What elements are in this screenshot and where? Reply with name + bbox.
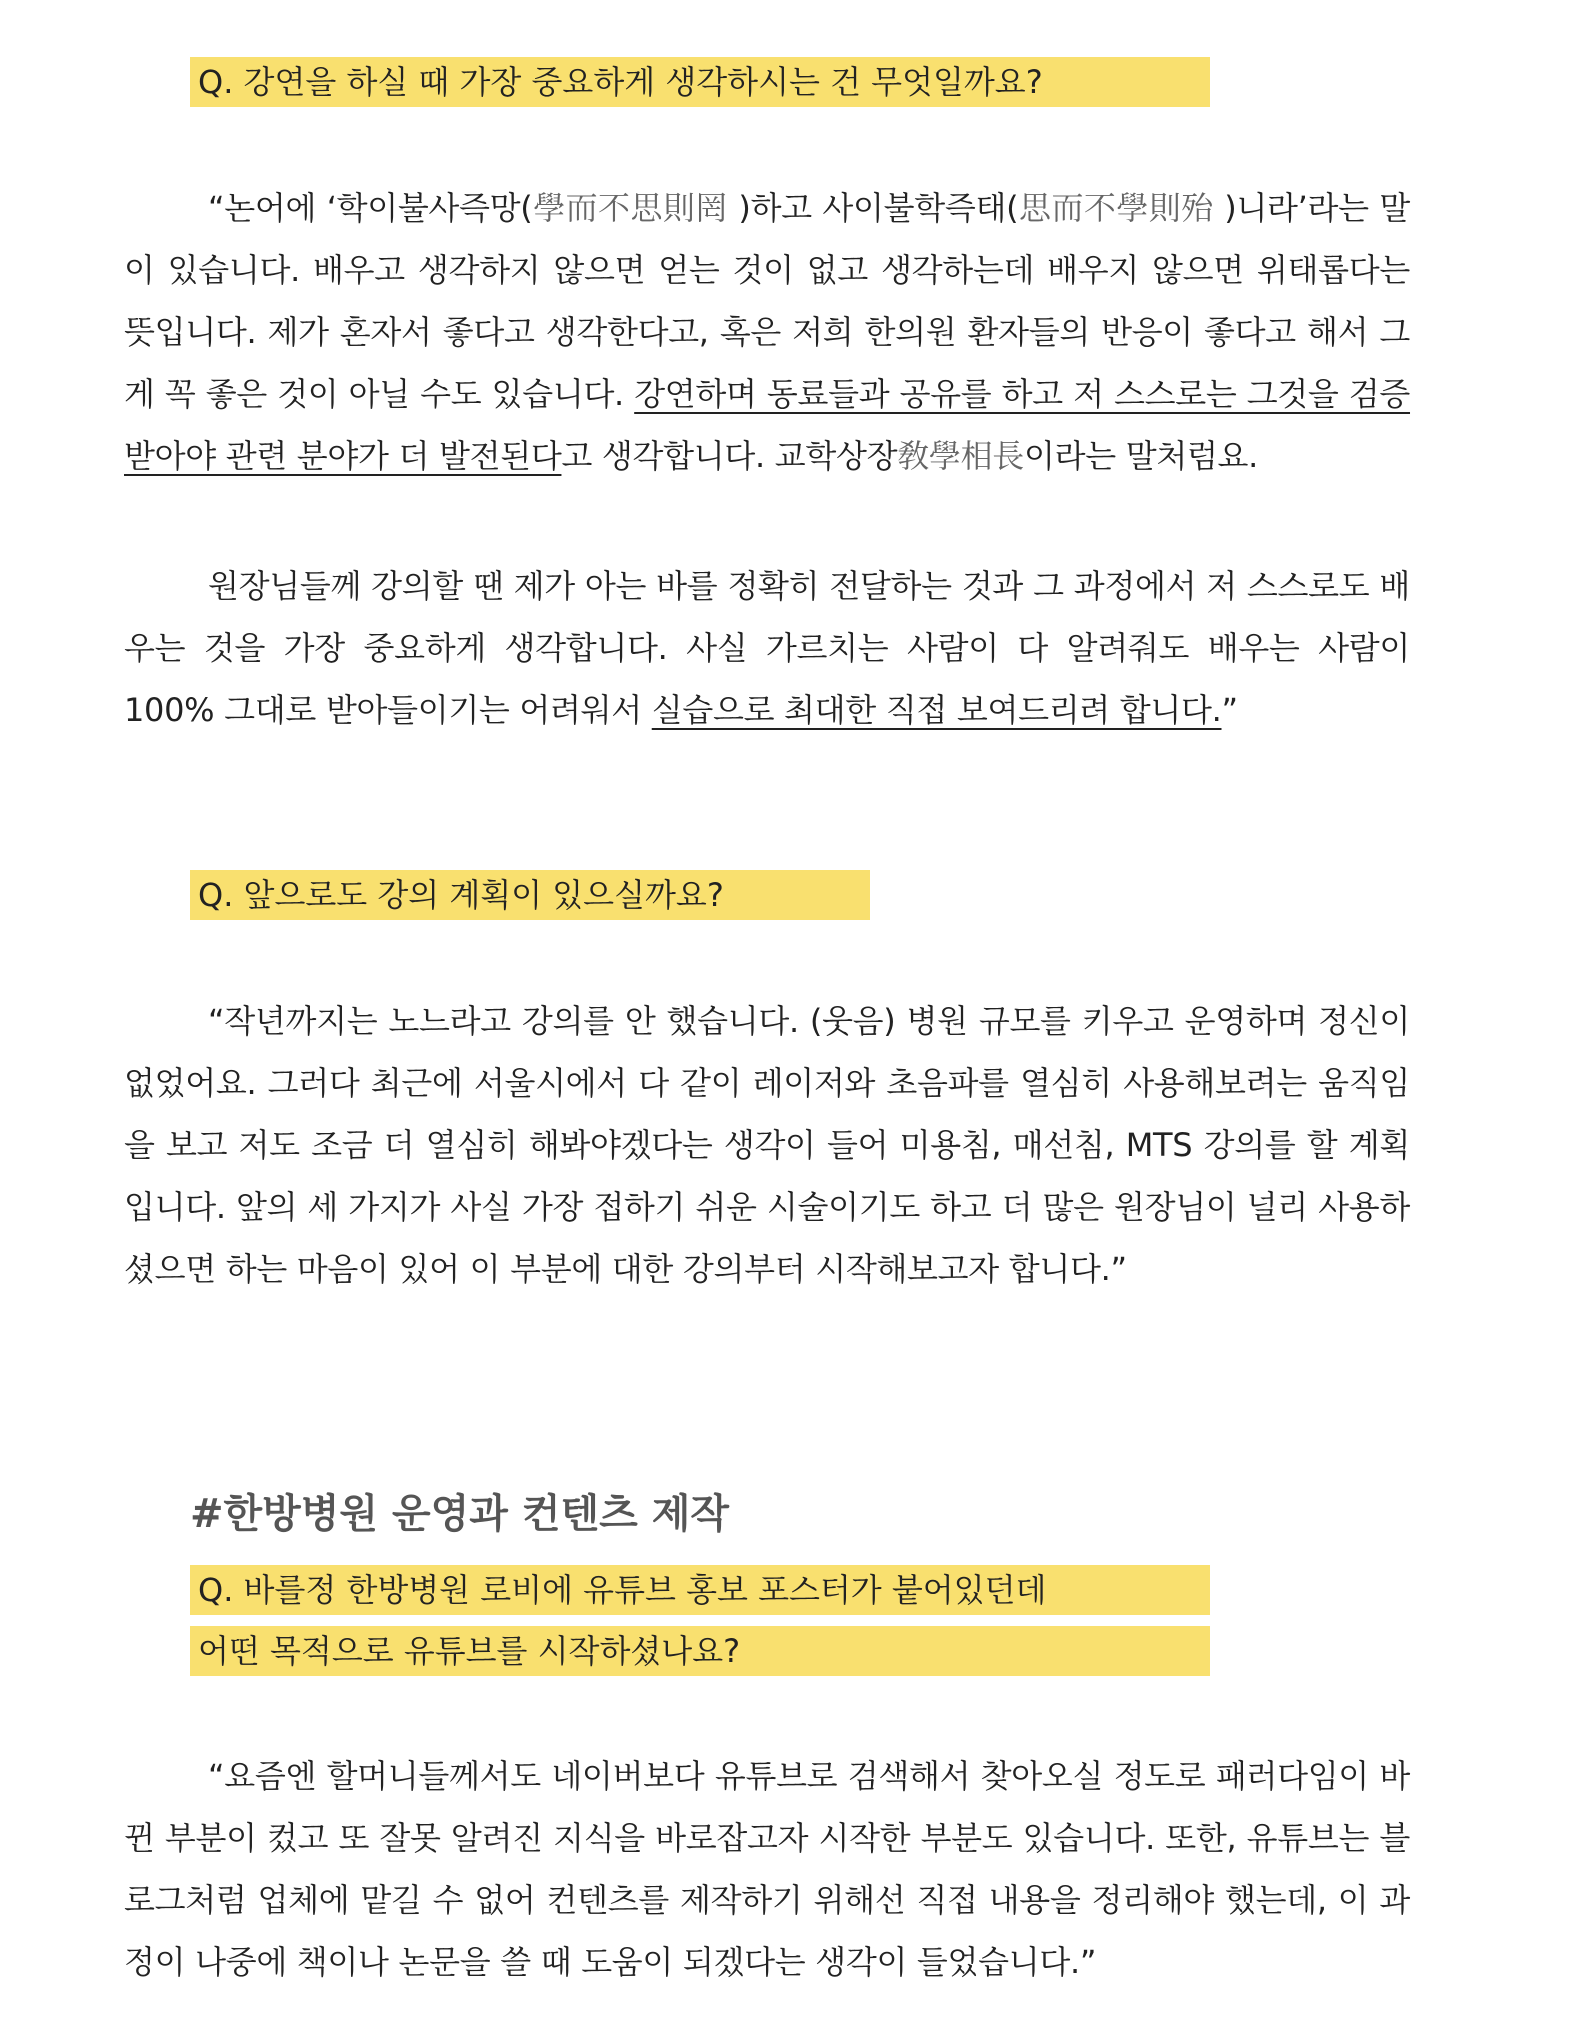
answer-paragraph <box>124 1745 1410 1993</box>
answer-text: 이라는 말처럼요. <box>1024 437 1259 475</box>
answer-text: )니라’라는 말이 있습니다. 배우고 생각하지 않으면 얻는 것이 없고 생각하는데 배우지 않으면 위태롭다는 뜻입니다. 제가 혼자서 좋다고 생각한다고, 혹은 저희 한의원 환자들의 반응이 좋다고 해서 그게 꼭 좋은 것이 아닐 수도 있습니다. <box>124 189 1410 413</box>
answer-text: 원장님들께 강의할 땐 제가 아는 바를 정확히 전달하는 것과 그 과정에서 저 스스로도 배우는 것을 가장 중요하게 생각합니다. 사실 가르치는 사람이 다 알려줘도 배우는 사람이 100% 그대로 받아들이기는 어려워서 <box>124 567 1410 729</box>
answer-paragraph <box>124 990 1410 1300</box>
answer-text: 고 생각합니다. 교학상장 <box>561 437 898 475</box>
question-text: Q. 강연을 하실 때 가장 중요하게 생각하시는 건 무엇일까요? <box>198 63 1043 101</box>
question-highlight <box>190 1565 1210 1615</box>
question-highlight <box>190 57 1210 107</box>
answer-paragraph <box>124 555 1410 741</box>
hanja-text: 學而不思則罔 <box>532 189 728 227</box>
answer-paragraph <box>124 177 1410 487</box>
question-text: Q. 바를정 한방병원 로비에 유튜브 홍보 포스터가 붙어있던데 <box>198 1571 1047 1609</box>
answer-text: “작년까지는 노느라고 강의를 안 했습니다. (웃음) 병원 규모를 키우고 운영하며 정신이 없었어요. 그러다 최근에 서울시에서 다 같이 레이저와 초음파를 열심히 사용해보려는 움직임을 보고 저도 조금 더 열심히 해봐야겠다는 생각이 들어 미용침, 매선침, MTS 강의를 할 계획입니다. 앞의 세 가지가 사실 가장 접하기 쉬운 시술이기도 하고 더 많은 원장님이 널리 사용하셨으면 하는 마음이 있어 이 부분에 대한 강의부터 시작해보고자 합니다.” <box>124 1002 1410 1288</box>
hanja-text: 敎學相長 <box>897 437 1025 475</box>
section-title: #한방병원 운영과 컨텐츠 제작 <box>190 1491 729 1537</box>
question-text: Q. 앞으로도 강의 계획이 있으실까요? <box>198 876 724 914</box>
answer-text: )하고 사이불학즉태( <box>727 189 1019 227</box>
answer-text: “요즘엔 할머니들께서도 네이버보다 유튜브로 검색해서 찾아오실 정도로 패러다임이 바뀐 부분이 컸고 또 잘못 알려진 지식을 바로잡고자 시작한 부분도 있습니다. 또한, 유튜브는 블로그처럼 업체에 맡길 수 없어 컨텐츠를 제작하기 위해선 직접 내용을 정리해야 했는데, 이 과정이 나중에 책이나 논문을 쓸 때 도움이 되겠다는 생각이 들었습니다.” <box>124 1757 1410 1981</box>
question-text: 어떤 목적으로 유튜브를 시작하셨나요? <box>198 1632 741 1670</box>
answer-text: “논어에 ‘학이불사즉망( <box>208 189 533 227</box>
answer-text: ” <box>1221 691 1238 729</box>
underlined-emphasis: 실습으로 최대한 직접 보여드리려 합니다. <box>651 691 1222 729</box>
underlined-emphasis: 강연하며 동료들과 공유를 하고 저 스스로는 그것을 검증받아야 관련 분야가 더 발전된다 <box>124 375 1411 475</box>
question-highlight <box>190 870 870 920</box>
hanja-text: 思而不學則殆 <box>1018 189 1214 227</box>
question-highlight <box>190 1626 1210 1676</box>
